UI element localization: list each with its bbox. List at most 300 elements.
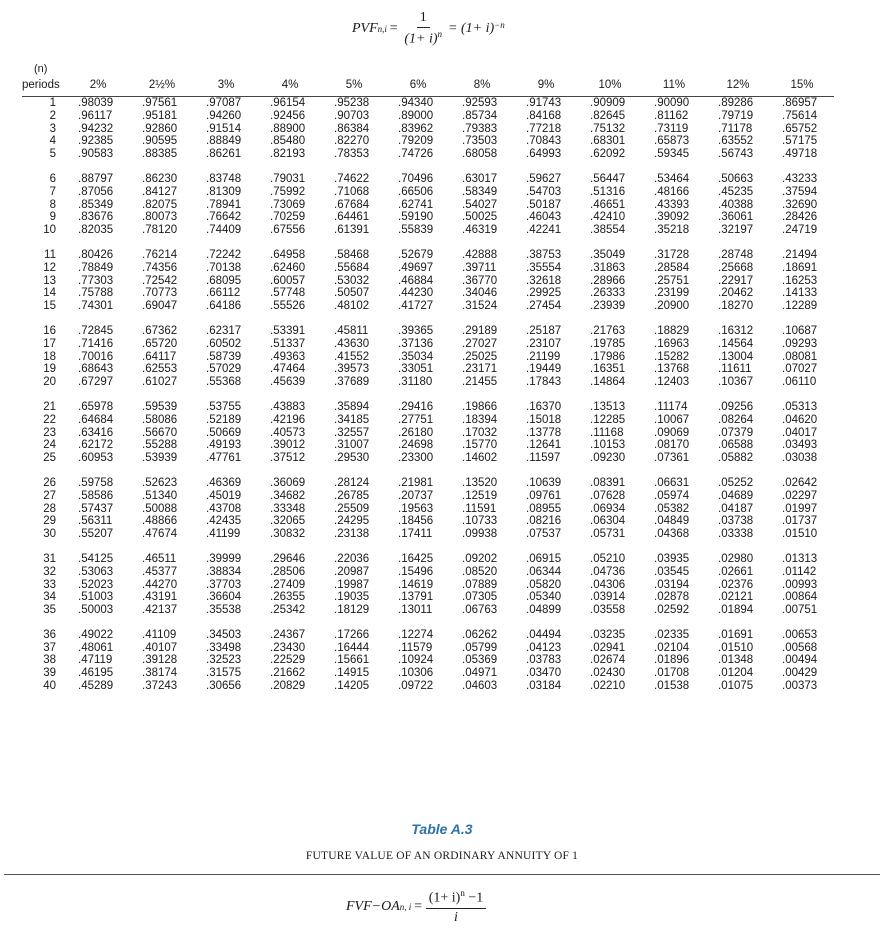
table-row	[22, 376, 834, 389]
value-cell: .46043	[526, 211, 562, 224]
period-cell: 31	[43, 552, 56, 565]
value-cell: .03194	[654, 578, 690, 591]
value-cell: .38753	[526, 248, 562, 261]
table-row	[22, 135, 834, 148]
value-cell: .65978	[78, 400, 114, 413]
table-row	[22, 110, 834, 123]
value-cell: .02121	[718, 591, 754, 604]
value-cell: .45019	[206, 489, 242, 502]
period-cell: 38	[43, 654, 56, 667]
value-cell: .29925	[526, 287, 562, 300]
value-cell: .15018	[526, 413, 562, 426]
value-cell: .43708	[206, 502, 242, 515]
value-cell: .28124	[334, 476, 370, 489]
value-cell: .62092	[590, 148, 626, 161]
value-cell: .25751	[654, 274, 690, 287]
value-cell: .32065	[270, 515, 306, 528]
value-cell: .14915	[334, 667, 370, 680]
value-cell: .32618	[526, 274, 562, 287]
value-cell: .86384	[334, 122, 370, 135]
value-cell: .12519	[462, 489, 498, 502]
value-cell: .39999	[206, 552, 242, 565]
value-cell: .61391	[334, 224, 370, 237]
value-cell: .74356	[142, 261, 178, 274]
value-cell: .01691	[718, 628, 754, 641]
value-cell: .63552	[718, 135, 754, 148]
value-cell: .14602	[462, 452, 498, 465]
fv-formula-numerator-tail: −1	[464, 890, 484, 906]
value-cell: .54703	[526, 185, 562, 198]
value-cell: .20829	[270, 680, 306, 693]
value-cell: .40107	[142, 641, 178, 654]
pv-formula-rhs: = (1+ i)	[448, 20, 495, 36]
value-cell: .02878	[654, 591, 690, 604]
value-cell: .47674	[142, 528, 178, 541]
value-cell: .01737	[782, 515, 818, 528]
value-cell: .00429	[782, 667, 818, 680]
periods-header-top: (n)	[34, 63, 48, 75]
value-cell: .07379	[718, 426, 754, 439]
period-cell: 33	[43, 578, 56, 591]
value-cell: .31575	[206, 667, 242, 680]
value-cell: .21199	[526, 350, 561, 363]
table-row	[22, 452, 834, 465]
table-row	[22, 629, 834, 642]
value-cell: .90583	[78, 148, 114, 161]
group-spacer-cell	[22, 617, 834, 629]
value-cell: .05369	[462, 654, 498, 667]
rate-header-2: 3%	[217, 79, 235, 91]
value-cell: .79209	[398, 135, 434, 148]
group-spacer-cell	[22, 237, 834, 249]
value-cell: .89000	[398, 109, 434, 122]
value-cell: .09202	[462, 552, 498, 565]
pv-formula-denominator	[401, 28, 445, 48]
value-cell: .85734	[462, 109, 498, 122]
value-cell: .05382	[654, 502, 690, 515]
value-cell: .87056	[78, 185, 114, 198]
value-cell: .29189	[462, 324, 498, 337]
value-cell: .29530	[334, 452, 370, 465]
value-cell: .18270	[718, 300, 754, 313]
value-cell: .90090	[654, 97, 690, 109]
value-cell: .18456	[398, 515, 434, 528]
value-cell: .29646	[270, 552, 306, 565]
value-cell: .06304	[590, 515, 626, 528]
value-cell: .01204	[718, 667, 754, 680]
period-cell: 19	[43, 363, 56, 376]
period-cell: 13	[43, 274, 56, 287]
value-cell: .59190	[398, 211, 434, 224]
value-cell: .55288	[142, 439, 178, 452]
value-cell: .80426	[78, 248, 114, 261]
table-row	[22, 528, 834, 541]
value-cell: .27751	[398, 413, 434, 426]
group-spacer-cell	[22, 541, 834, 553]
value-cell: .20737	[398, 489, 434, 502]
value-cell: .34046	[462, 287, 498, 300]
value-cell: .28748	[718, 248, 754, 261]
value-cell: .32557	[334, 426, 370, 439]
table-row	[22, 680, 834, 693]
value-cell: .35218	[654, 224, 690, 237]
value-cell: .48102	[334, 300, 370, 313]
value-cell: .47119	[78, 654, 113, 667]
group-spacer-cell	[22, 389, 834, 401]
value-cell: .09256	[718, 400, 754, 413]
value-cell: .75132	[590, 122, 626, 135]
value-cell: .74301	[78, 300, 114, 313]
value-cell: .09761	[526, 489, 562, 502]
value-cell: .18829	[654, 324, 690, 337]
value-cell: .63017	[462, 172, 498, 185]
table-row	[22, 211, 834, 224]
value-cell: .05799	[462, 641, 498, 654]
value-cell: .45811	[334, 324, 369, 337]
value-cell: .88900	[270, 122, 306, 135]
value-cell: .45639	[270, 376, 306, 389]
value-cell: .55684	[334, 261, 370, 274]
period-cell: 15	[43, 300, 56, 313]
value-cell: .21981	[398, 476, 434, 489]
value-cell: .64186	[206, 300, 242, 313]
value-cell: .83676	[78, 211, 114, 224]
value-cell: .98039	[78, 97, 114, 109]
value-cell: .95181	[142, 109, 178, 122]
value-cell: .40388	[718, 198, 754, 211]
table-row	[22, 439, 834, 452]
value-cell: .14619	[398, 578, 434, 591]
value-cell: .16444	[334, 641, 370, 654]
value-cell: .39012	[270, 439, 306, 452]
value-cell: .43883	[270, 400, 306, 413]
value-cell: .48866	[142, 515, 178, 528]
value-cell: .64461	[334, 211, 370, 224]
value-cell: .15770	[462, 439, 498, 452]
value-cell: .67684	[334, 198, 370, 211]
value-cell: .55839	[398, 224, 434, 237]
value-cell: .37136	[398, 337, 434, 350]
table-row	[22, 262, 834, 275]
value-cell: .95238	[334, 97, 370, 109]
value-cell: .08081	[782, 350, 818, 363]
value-cell: .83962	[398, 122, 434, 135]
value-cell: .88797	[78, 172, 114, 185]
pv-formula-denominator-base: (1+ i)	[404, 31, 438, 47]
value-cell: .04494	[526, 628, 562, 641]
fv-formula-lhs: FVF−OA	[346, 898, 400, 914]
value-cell: .11579	[398, 641, 433, 654]
group-spacer	[22, 161, 834, 173]
value-cell: .24295	[334, 515, 370, 528]
value-cell: .08955	[526, 502, 562, 515]
value-cell: .03558	[590, 604, 626, 617]
value-cell: .00494	[782, 654, 818, 667]
table-row	[22, 490, 834, 503]
value-cell: .25025	[462, 350, 498, 363]
value-cell: .46651	[590, 198, 626, 211]
value-cell: .37594	[782, 185, 818, 198]
value-cell: .46884	[398, 274, 434, 287]
pv-formula	[352, 10, 505, 48]
value-cell: .13011	[398, 604, 433, 617]
table-row	[22, 579, 834, 592]
value-cell: .67362	[142, 324, 178, 337]
value-cell: .97561	[142, 97, 178, 109]
value-cell: .10367	[718, 376, 754, 389]
value-cell: .31007	[334, 439, 370, 452]
value-cell: .09069	[654, 426, 690, 439]
value-cell: .19449	[526, 363, 562, 376]
value-cell: .46195	[78, 667, 114, 680]
table-row	[22, 503, 834, 516]
value-cell: .08520	[462, 565, 498, 578]
value-cell: .19563	[398, 502, 434, 515]
table-row	[22, 224, 834, 237]
pv-formula-eq: =	[388, 20, 399, 36]
value-cell: .28966	[590, 274, 626, 287]
value-cell: .92456	[270, 109, 306, 122]
value-cell: .10924	[398, 654, 434, 667]
value-cell: .66112	[206, 287, 241, 300]
value-cell: .04187	[718, 502, 754, 515]
value-cell: .22036	[334, 552, 370, 565]
rate-header-10: 12%	[726, 79, 750, 91]
value-cell: .06915	[526, 552, 562, 565]
table-row	[22, 325, 834, 338]
value-cell: .01894	[718, 604, 754, 617]
period-cell: 16	[43, 324, 56, 337]
value-cell: .06763	[462, 604, 498, 617]
value-cell: .03738	[718, 515, 754, 528]
value-cell: .38174	[142, 667, 178, 680]
value-cell: .85480	[270, 135, 306, 148]
value-cell: .78120	[142, 224, 178, 237]
value-cell: .03184	[526, 680, 562, 693]
value-cell: .22917	[718, 274, 754, 287]
value-cell: .50663	[718, 172, 754, 185]
value-cell: .58739	[206, 350, 242, 363]
value-cell: .94260	[206, 109, 242, 122]
value-cell: .65720	[142, 337, 178, 350]
table-row	[22, 642, 834, 655]
value-cell: .76214	[142, 248, 178, 261]
value-cell: .64958	[270, 248, 306, 261]
value-cell: .29416	[398, 400, 434, 413]
table-header-row	[22, 76, 834, 97]
value-cell: .02335	[654, 628, 690, 641]
value-cell: .27409	[270, 578, 306, 591]
value-cell: .70138	[206, 261, 242, 274]
value-cell: .44270	[142, 578, 178, 591]
value-cell: .31863	[590, 261, 626, 274]
value-cell: .74726	[398, 148, 434, 161]
table-row	[22, 275, 834, 288]
next-table-title: FUTURE VALUE OF AN ORDINARY ANNUITY OF 1	[305, 850, 579, 862]
value-cell: .60057	[270, 274, 306, 287]
value-cell: .06934	[590, 502, 626, 515]
value-cell: .65873	[654, 135, 690, 148]
value-cell: .03338	[718, 528, 754, 541]
value-cell: .19785	[590, 337, 626, 350]
value-cell: .20900	[654, 300, 690, 313]
value-cell: .81309	[206, 185, 242, 198]
value-cell: .16425	[398, 552, 434, 565]
value-cell: .00653	[782, 628, 818, 641]
value-cell: .68643	[78, 363, 114, 376]
period-cell: 26	[43, 476, 56, 489]
value-cell: .54125	[78, 552, 114, 565]
value-cell: .88849	[206, 135, 242, 148]
value-cell: .02941	[590, 641, 626, 654]
value-cell: .42137	[142, 604, 178, 617]
value-cell: .35538	[206, 604, 242, 617]
value-cell: .03235	[590, 628, 626, 641]
group-spacer	[22, 465, 834, 477]
value-cell: .49022	[78, 628, 114, 641]
value-cell: .90595	[142, 135, 178, 148]
value-cell: .73503	[462, 135, 498, 148]
value-cell: .13778	[526, 426, 562, 439]
value-cell: .53755	[206, 400, 242, 413]
value-cell: .24367	[270, 628, 306, 641]
pv-formula-numerator: 1	[417, 10, 430, 28]
value-cell: .26355	[270, 591, 306, 604]
value-cell: .38554	[590, 224, 626, 237]
value-cell: .58586	[78, 489, 114, 502]
value-cell: .26333	[590, 287, 626, 300]
rate-header-0: 2%	[89, 79, 107, 91]
value-cell: .68301	[590, 135, 626, 148]
table-row	[22, 604, 834, 617]
value-cell: .36770	[462, 274, 498, 287]
value-cell: .06344	[526, 565, 562, 578]
value-cell: .06631	[654, 476, 690, 489]
pv-formula-rhs-exp: −n	[494, 19, 505, 30]
value-cell: .12274	[398, 628, 434, 641]
value-cell: .79031	[270, 172, 306, 185]
value-cell: .05882	[718, 452, 754, 465]
value-cell: .77218	[526, 122, 562, 135]
value-cell: .92860	[142, 122, 178, 135]
value-cell: .03493	[782, 439, 818, 452]
value-cell: .60502	[206, 337, 242, 350]
value-cell: .69047	[142, 300, 178, 313]
period-cell: 39	[43, 667, 56, 680]
value-cell: .82193	[270, 148, 306, 161]
rate-header-11: 15%	[790, 79, 814, 91]
value-cell: .42241	[526, 224, 562, 237]
table-row	[22, 123, 834, 136]
pv-formula-lhs-sub: n,i	[377, 23, 387, 34]
value-cell: .71068	[334, 185, 370, 198]
value-cell: .55207	[78, 528, 114, 541]
value-cell: .11597	[526, 452, 561, 465]
value-cell: .05340	[526, 591, 562, 604]
value-cell: .02297	[782, 489, 818, 502]
rate-header-5: 6%	[409, 79, 427, 91]
table-row	[22, 186, 834, 199]
value-cell: .14864	[590, 376, 626, 389]
value-cell: .37512	[270, 452, 306, 465]
value-cell: .66506	[398, 185, 434, 198]
value-cell: .23430	[270, 641, 306, 654]
table-row	[22, 173, 834, 186]
value-cell: .43393	[654, 198, 690, 211]
value-cell: .78849	[78, 261, 114, 274]
value-cell: .33348	[270, 502, 306, 515]
period-cell: 9	[49, 211, 56, 224]
value-cell: .17266	[334, 628, 370, 641]
value-cell: .24719	[782, 224, 818, 237]
value-cell: .01510	[718, 641, 754, 654]
value-cell: .45377	[142, 565, 178, 578]
value-cell: .04899	[526, 604, 562, 617]
value-cell: .49718	[782, 148, 818, 161]
value-cell: .43191	[142, 591, 178, 604]
value-cell: .17411	[398, 528, 433, 541]
period-cell: 40	[43, 680, 56, 693]
value-cell: .43233	[782, 172, 818, 185]
value-cell: .84168	[526, 109, 562, 122]
value-cell: .01348	[718, 654, 754, 667]
value-cell: .65752	[782, 122, 818, 135]
value-cell: .07889	[462, 578, 498, 591]
table-row	[22, 401, 834, 414]
value-cell: .34503	[206, 628, 242, 641]
value-cell: .13791	[398, 591, 434, 604]
value-cell: .47761	[206, 452, 242, 465]
value-cell: .06588	[718, 439, 754, 452]
value-cell: .24698	[398, 439, 434, 452]
value-cell: .82035	[78, 224, 114, 237]
value-cell: .34185	[334, 413, 370, 426]
value-cell: .20462	[718, 287, 754, 300]
value-cell: .12641	[526, 439, 562, 452]
table-caption: Table A.3	[411, 821, 473, 837]
value-cell: .08216	[526, 515, 562, 528]
value-cell: .83748	[206, 172, 242, 185]
table-row	[22, 414, 834, 427]
period-cell: 7	[49, 185, 56, 198]
value-cell: .05210	[590, 552, 626, 565]
value-cell: .14133	[782, 287, 818, 300]
value-cell: .02376	[718, 578, 754, 591]
value-cell: .30832	[270, 528, 306, 541]
value-cell: .04849	[654, 515, 690, 528]
value-cell: .04736	[590, 565, 626, 578]
group-spacer	[22, 237, 834, 249]
value-cell: .12403	[654, 376, 690, 389]
value-cell: .42196	[270, 413, 306, 426]
value-cell: .70259	[270, 211, 306, 224]
value-cell: .49193	[206, 439, 242, 452]
table-row	[22, 591, 834, 604]
value-cell: .08264	[718, 413, 754, 426]
value-cell: .07305	[462, 591, 498, 604]
group-spacer-cell	[22, 313, 834, 325]
value-cell: .21494	[782, 248, 818, 261]
value-cell: .37243	[142, 680, 178, 693]
fv-formula-fraction	[426, 888, 487, 926]
value-cell: .04123	[526, 641, 562, 654]
value-cell: .53464	[654, 172, 690, 185]
period-cell: 8	[49, 198, 56, 211]
value-cell: .09938	[462, 528, 498, 541]
value-cell: .32523	[206, 654, 242, 667]
value-cell: .57029	[206, 363, 242, 376]
value-cell: .46319	[462, 224, 498, 237]
